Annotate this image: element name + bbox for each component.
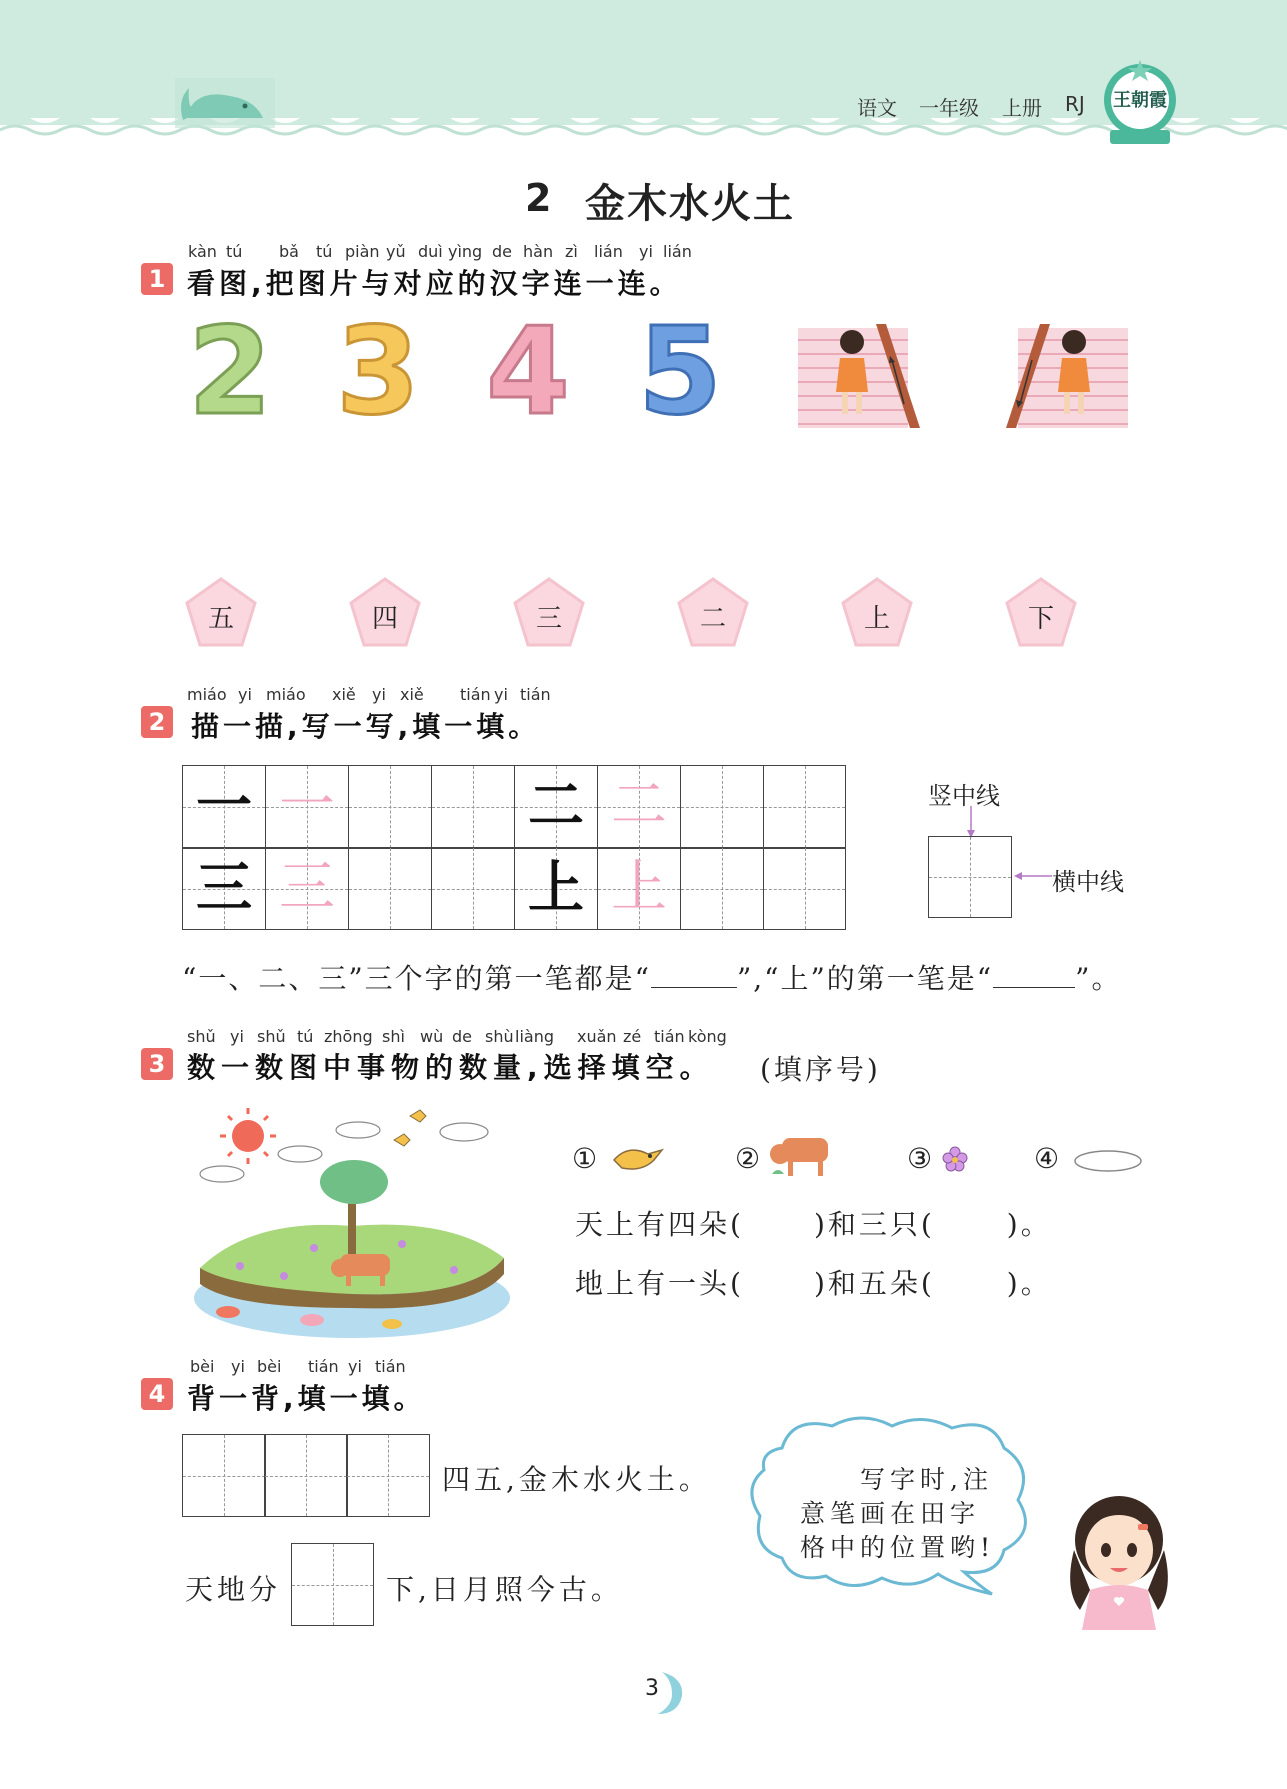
- card-wu[interactable]: [184, 576, 258, 648]
- pinyin: yi: [494, 685, 508, 704]
- pinyin: de: [452, 1027, 472, 1046]
- pinyin: piàn: [345, 242, 380, 261]
- pinyin: yi: [639, 242, 653, 261]
- model-char: 三: [196, 855, 252, 921]
- section2-number: 2: [141, 706, 173, 738]
- card-label: 三: [535, 604, 562, 634]
- card-si[interactable]: [348, 576, 422, 648]
- pinyin: zé: [623, 1027, 642, 1046]
- girl-going-downstairs-icon[interactable]: [1002, 320, 1130, 430]
- arrow-down-icon: [965, 806, 977, 840]
- card-shang[interactable]: [840, 576, 914, 648]
- picture-number-2[interactable]: [180, 303, 280, 442]
- card-label: 下: [1027, 604, 1054, 634]
- pinyin: tián: [520, 685, 551, 704]
- pinyin: yi: [348, 1357, 362, 1376]
- sentence-ground: [575, 1262, 1052, 1302]
- bubble-line-3: 格中的位置哟!: [800, 1533, 996, 1562]
- flower-icon: [942, 1146, 968, 1172]
- picture-number-3[interactable]: [328, 303, 428, 442]
- card-label: 上: [863, 604, 890, 634]
- card-label: 四: [371, 604, 398, 634]
- digit-3: 3: [336, 303, 420, 442]
- pinyin: kòng: [688, 1027, 727, 1046]
- tian-cell-empty[interactable]: [680, 765, 764, 849]
- sentence-text: 地上有一头(: [575, 1267, 744, 1300]
- model-char: 一: [196, 773, 252, 839]
- lesson-number: 2: [525, 176, 552, 220]
- tian-cell: [597, 847, 681, 930]
- option-1: ①: [572, 1142, 598, 1175]
- option-4: ④: [1034, 1142, 1060, 1175]
- poem-line-2-prefix: 天地分: [185, 1573, 282, 1606]
- pinyin: tú: [226, 242, 243, 261]
- page-number-moon-icon: [632, 1668, 686, 1718]
- trace-char: 上: [611, 855, 667, 920]
- model-char: 二: [528, 773, 584, 839]
- sun-icon: [220, 1108, 276, 1164]
- arrow-left-icon: [1012, 870, 1052, 882]
- pinyin: yi: [238, 685, 252, 704]
- section1-number: 1: [141, 263, 173, 295]
- lesson-title: 金木水火土: [585, 181, 795, 227]
- trace-char: 二: [611, 773, 667, 838]
- answer-blank-1[interactable]: [651, 963, 737, 988]
- logo-text: 王朝霞: [1113, 90, 1167, 111]
- section1-instruction: 看图,把图片与对应的汉字连一连。: [187, 267, 682, 300]
- pinyin: tián: [654, 1027, 685, 1046]
- option-3: ③: [907, 1142, 933, 1175]
- tian-cell-empty[interactable]: [182, 1434, 266, 1517]
- section3-number: 3: [141, 1048, 173, 1080]
- label-vertical-centerline: 竖中线: [928, 782, 1000, 810]
- pinyin: yi: [372, 685, 386, 704]
- pinyin: shù: [485, 1027, 514, 1046]
- section4-number: 4: [141, 1378, 173, 1410]
- sentence-sky: [575, 1203, 1052, 1243]
- pinyin: tián: [375, 1357, 406, 1376]
- tian-cell: [597, 765, 681, 849]
- header-grade: 一年级: [919, 96, 979, 120]
- tian-cell-empty[interactable]: [346, 1434, 430, 1517]
- tian-cell-empty[interactable]: [348, 765, 432, 849]
- card-san[interactable]: [512, 576, 586, 648]
- card-label: 二: [699, 604, 726, 634]
- pinyin: zì: [565, 242, 578, 261]
- section4-instruction: 背一背,填一填。: [187, 1382, 426, 1415]
- digit-4: 4: [486, 303, 570, 442]
- pinyin: de: [492, 242, 512, 261]
- sentence-text: )。: [1006, 1208, 1052, 1241]
- pinyin: yǔ: [386, 242, 406, 261]
- pinyin: tú: [316, 242, 333, 261]
- pinyin: tián: [460, 685, 491, 704]
- tian-diagram: [928, 836, 1012, 918]
- pinyin: xiě: [332, 685, 356, 704]
- question-text: ”。: [1075, 962, 1122, 995]
- tian-cell: [514, 847, 598, 930]
- pinyin: hàn: [523, 242, 554, 261]
- bubble-line-1: 写字时,注: [860, 1465, 993, 1494]
- pinyin: yi: [231, 1357, 245, 1376]
- question-text: “一、二、三”三个字的第一笔都是“: [182, 962, 651, 995]
- section2-instruction: 描一描,写一写,填一填。: [191, 710, 541, 743]
- cow-icon: [768, 1124, 840, 1182]
- cloud-icon: [1072, 1148, 1144, 1174]
- option-2: ②: [735, 1142, 761, 1175]
- pinyin: shǔ: [257, 1027, 286, 1046]
- label-horizontal-centerline: 横中线: [1052, 868, 1124, 896]
- nature-scene-illustration: [192, 1098, 512, 1338]
- card-er[interactable]: [676, 576, 750, 648]
- header-subject: 语文: [857, 96, 897, 120]
- pinyin: miáo: [266, 685, 306, 704]
- trace-char: 三: [279, 855, 335, 920]
- pinyin: xiě: [400, 685, 424, 704]
- model-char: 上: [528, 855, 584, 921]
- tian-cell: [514, 765, 598, 849]
- tian-cell-empty[interactable]: [763, 847, 846, 930]
- tian-cell: [182, 765, 266, 849]
- tian-cell-empty[interactable]: [680, 847, 764, 930]
- answer-blank-2[interactable]: [993, 963, 1075, 988]
- pinyin: zhōng: [324, 1027, 373, 1046]
- tian-cell-empty[interactable]: [348, 847, 432, 930]
- bubble-line-2: 意笔画在田字: [800, 1499, 981, 1528]
- header-volume: 上册: [1002, 96, 1042, 120]
- picture-number-4[interactable]: [478, 303, 578, 442]
- girl-avatar-icon: [1060, 1480, 1178, 1630]
- sentence-text: )。: [1006, 1267, 1052, 1300]
- pinyin: bèi: [190, 1357, 215, 1376]
- tian-cell-empty[interactable]: [264, 1434, 348, 1517]
- brand-logo: [1100, 56, 1180, 148]
- trace-char: 一: [279, 773, 335, 838]
- section3-note: (填序号): [760, 1053, 881, 1086]
- whale-icon: [175, 78, 275, 128]
- poem-line-2-suffix: 下,日月照今古。: [386, 1573, 623, 1606]
- header-edition: RJ: [1065, 92, 1085, 116]
- bird-icon: [608, 1138, 668, 1178]
- tree-trunk: [348, 1198, 356, 1258]
- pinyin: tián: [308, 1357, 339, 1376]
- pinyin: wù: [420, 1027, 444, 1046]
- pinyin: yìng: [448, 242, 483, 261]
- pinyin: liàng: [515, 1027, 554, 1046]
- sentence-text: 天上有四朵(: [575, 1208, 744, 1241]
- stroke-question: [182, 957, 1121, 997]
- pinyin: miáo: [187, 685, 227, 704]
- tian-cell-empty[interactable]: [431, 847, 515, 930]
- tian-cell-empty[interactable]: [291, 1543, 374, 1626]
- pinyin: lián: [663, 242, 692, 261]
- tian-cell: [265, 847, 349, 930]
- pinyin: bǎ: [279, 242, 299, 261]
- card-xia[interactable]: [1004, 576, 1078, 648]
- tian-cell: [265, 765, 349, 849]
- girl-going-upstairs-icon[interactable]: [796, 320, 924, 430]
- page-number: 3: [645, 1676, 659, 1701]
- tian-cell: [182, 847, 266, 930]
- picture-number-5[interactable]: [630, 303, 730, 442]
- pinyin: shǔ: [187, 1027, 216, 1046]
- pinyin: shì: [382, 1027, 405, 1046]
- pinyin: kàn: [188, 242, 217, 261]
- sentence-text: )和五朵(: [813, 1267, 935, 1300]
- pinyin: duì: [418, 242, 443, 261]
- question-text: ”,“上”的第一笔是“: [736, 962, 994, 995]
- pinyin: xuǎn: [577, 1027, 617, 1046]
- pinyin: bèi: [257, 1357, 282, 1376]
- tian-cell-empty[interactable]: [431, 765, 515, 849]
- tian-cell-empty[interactable]: [763, 765, 846, 849]
- tree-crown: [320, 1160, 388, 1204]
- digit-2: 2: [188, 303, 272, 442]
- section3-instruction: 数一数图中事物的数量,选择填空。: [187, 1051, 714, 1084]
- poem-line-1: 四五,金木水火土。: [442, 1463, 711, 1496]
- pinyin: lián: [594, 242, 623, 261]
- sentence-text: )和三只(: [813, 1208, 935, 1241]
- card-label: 五: [207, 604, 234, 634]
- digit-5: 5: [638, 303, 722, 442]
- pinyin: yi: [230, 1027, 244, 1046]
- pinyin: tú: [297, 1027, 314, 1046]
